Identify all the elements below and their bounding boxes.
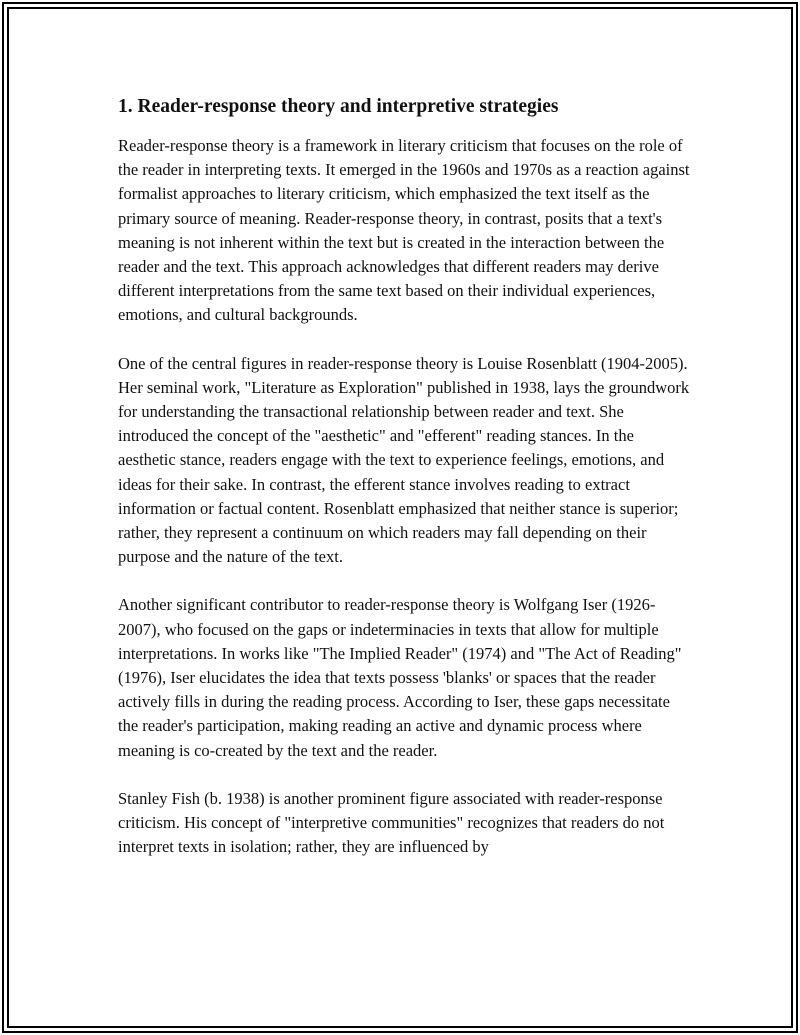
section-heading: 1. Reader-response theory and interpretive strategies [118, 96, 559, 117]
paragraph-fish: Stanley Fish (b. 1938) is another prominent figure associated with reader-response criticism. His concept of "interpretive communities" recognizes that readers do not interpret texts in isolation; rather, they are influenced by [118, 788, 665, 857]
paragraph-iser: Another significant contributor to reader-response theory is Wolfgang Iser (1926-2007), who focused on the gaps or indeterminacies in texts that allow for multiple interpretations. In works like "The Implied Reader" (1974) and "The Act of Reading" (1976), Iser elucidates the idea that texts possess 'blanks' or spaces that the reader actively fills in during the reading process. According to Iser, these gaps necessitate the reader's participation, making reading an active and dynamic process where meaning is co-created by the text and the reader. [118, 595, 682, 760]
document-body [118, 94, 692, 883]
paragraph-rosenblatt: One of the central figures in reader-response theory is Louise Rosenblatt (1904-2005). Her seminal work, "Literature as Exploration" published in 1938, lays the groundwork for understanding the transactional relationship between reader and text. She introduced the concept of the "aesthetic" and "efferent" reading stances. In the aesthetic stance, readers engage with the text to experience feelings, emotions, and ideas for their sake. In contrast, the efferent stance involves reading to extract information or factual content. Rosenblatt emphasized that neither stance is superior; rather, they represent a continuum on which readers may fall depending on their purpose and the nature of the text. [118, 353, 690, 567]
paragraph-intro: Reader-response theory is a framework in literary criticism that focuses on the role of the reader in interpreting texts. It emerged in the 1960s and 1970s as a reaction against formalist approaches to literary criticism, which emphasized the text itself as the primary source of meaning. Reader-response theory, in contrast, posits that a text's meaning is not inherent within the text but is created in the interaction between the reader and the text. This approach acknowledges that different readers may derive different interpretations from the same text based on their individual experiences, emotions, and cultural backgrounds. [118, 136, 690, 325]
